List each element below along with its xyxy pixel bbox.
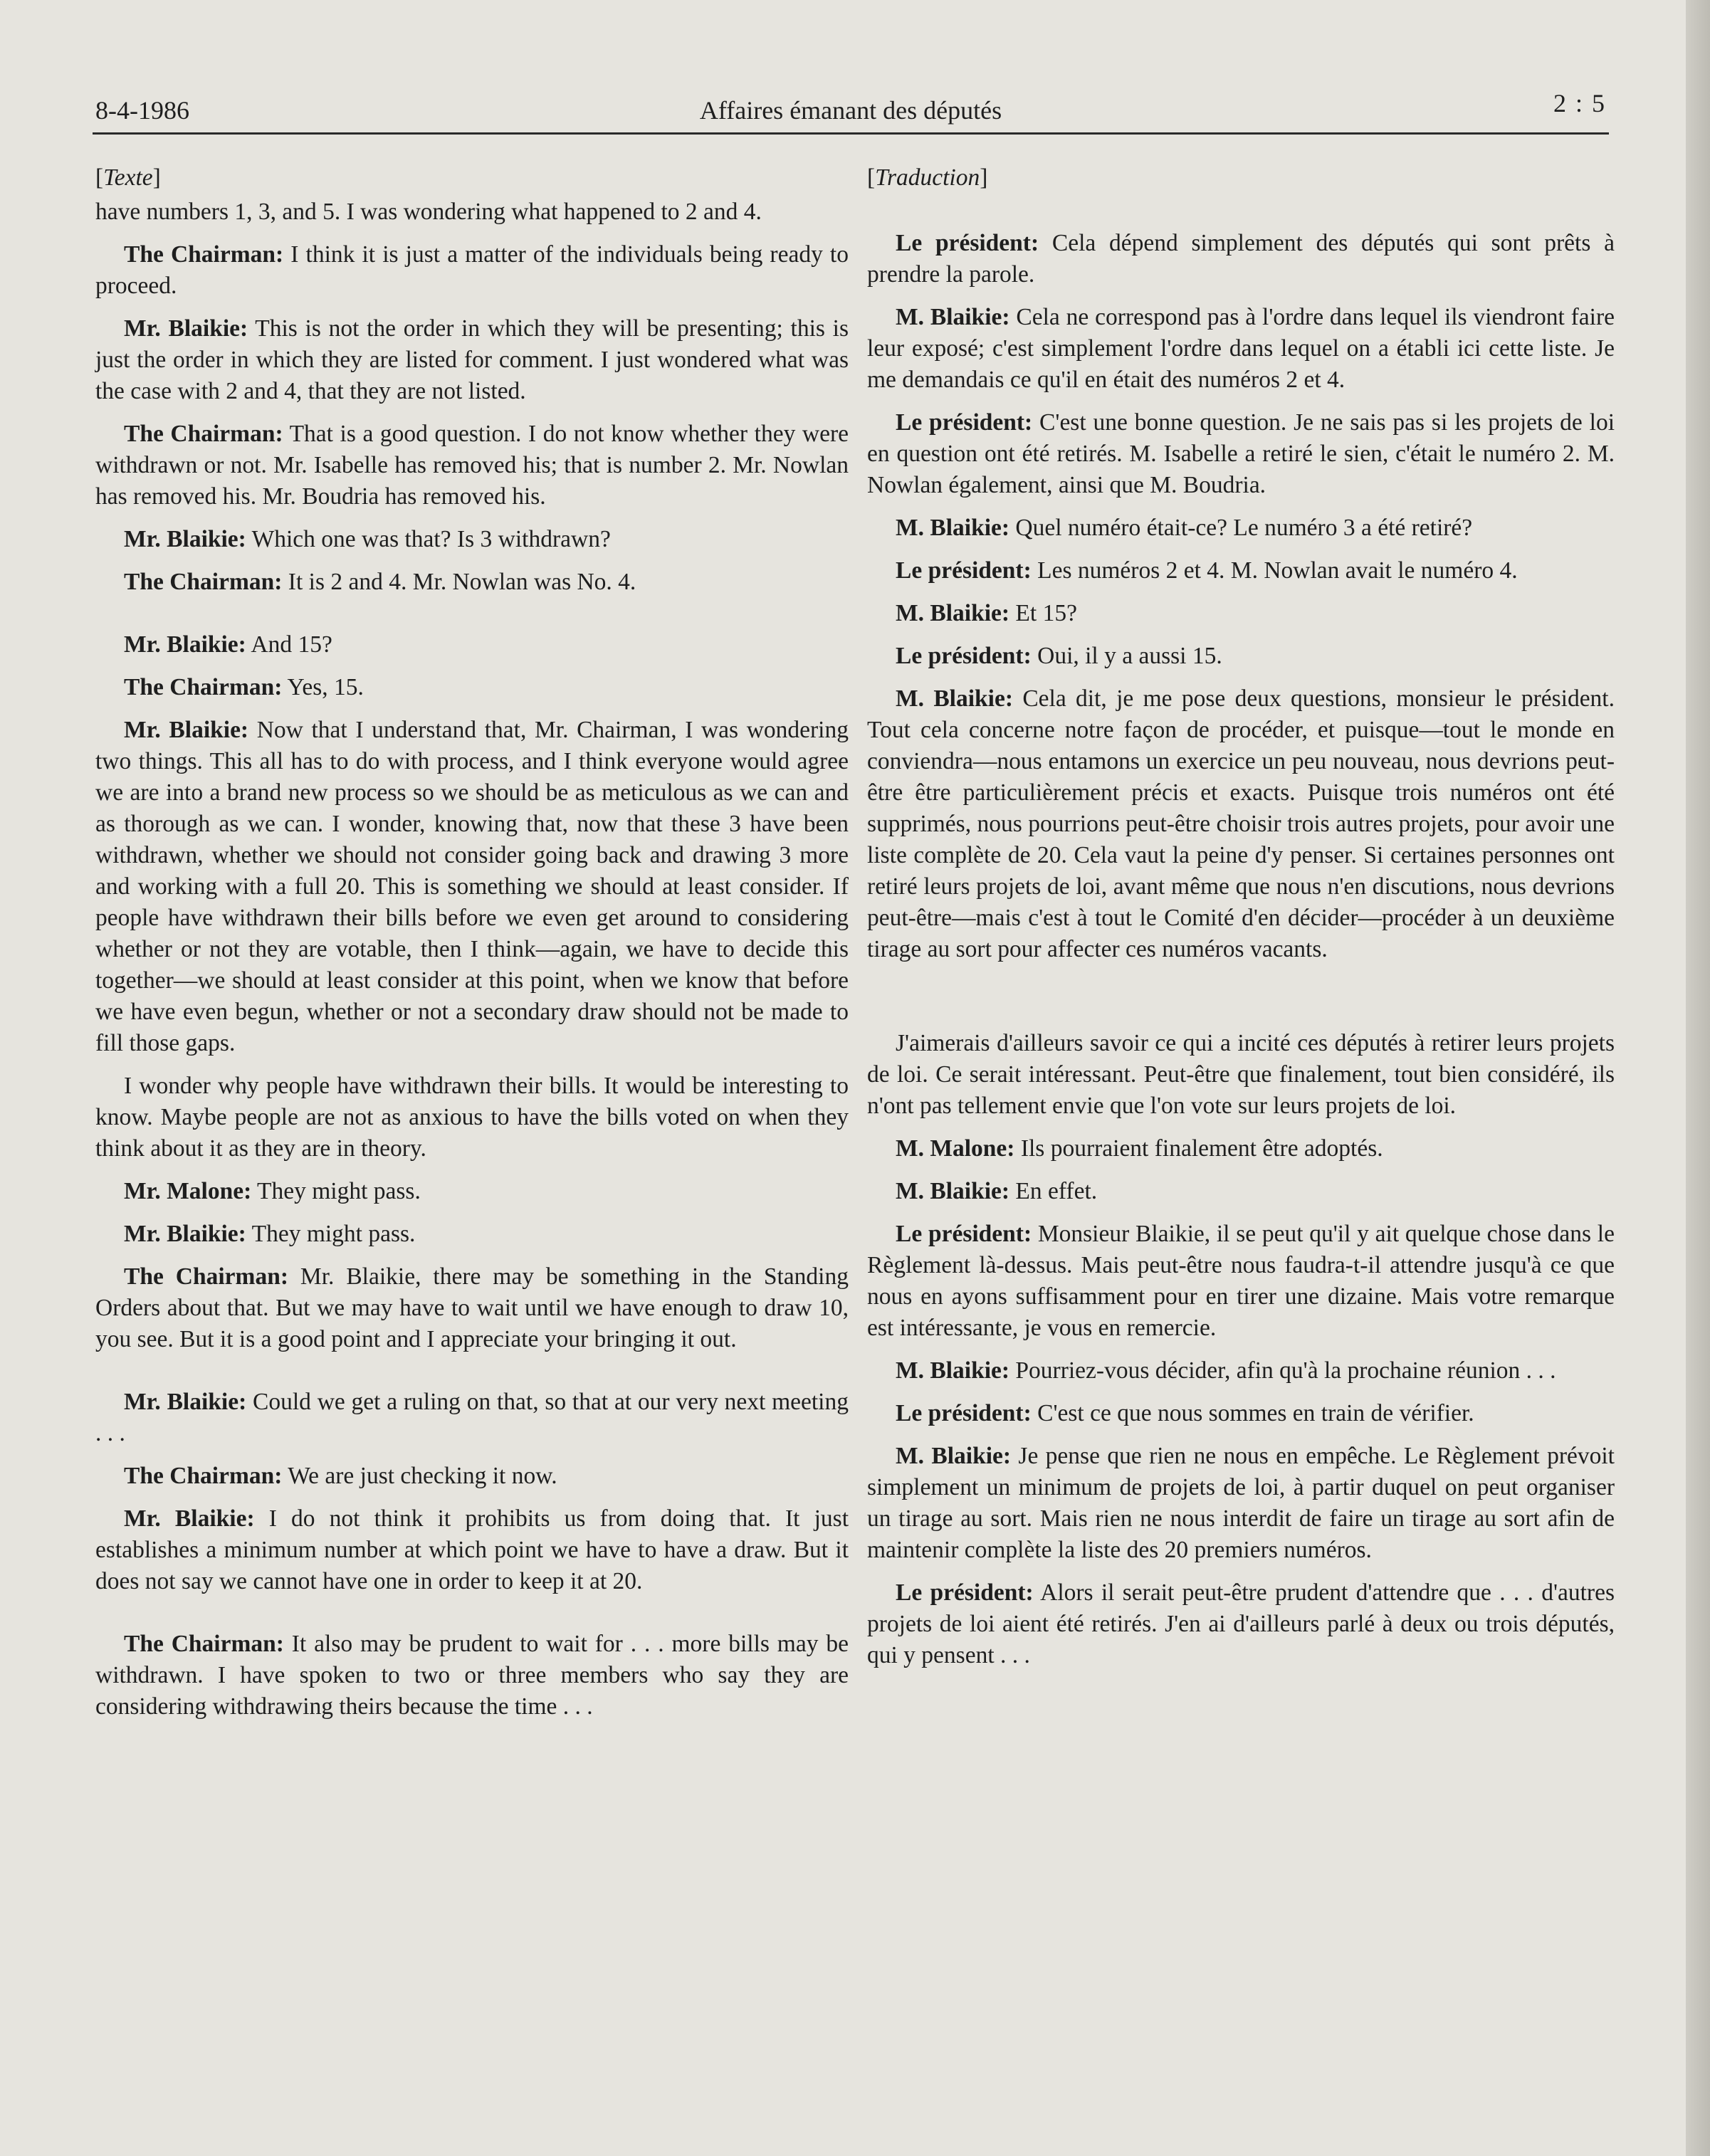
paragraph: Mr. Blaikie: Could we get a ruling on that, so that at our very next meeting . . . [95,1389,849,1446]
paragraph: Le président: Cela dépend simplement des députés qui sont prêts à prendre la parole. [867,230,1615,288]
paragraph: Mr. Blaikie: This is not the order in which they will be presenting; this is just the order in which they are listed for comment. I just wondered what was the case with 2 and 4, that they are not listed. [95,315,849,404]
paragraph: have numbers 1, 3, and 5. I was wondering what happened to 2 and 4. [95,199,762,225]
paragraph: The Chairman: Mr. Blaikie, there may be something in the Standing Orders about that. But we may have to wait until we have enough to draw 10, you see. But it is a good point and I appreciate your bringing it out. [95,1263,849,1352]
paragraph: The Chairman: Yes, 15. [124,674,364,700]
speaker-name: The Chairman: [124,569,283,595]
paragraph: Le président: C'est une bonne question. Je ne sais pas si les projets de loi en question ont été retirés. M. Isabelle a retiré le sien, c'était le numéro 2. M. Nowlan également, ainsi que M. Boudria. [867,409,1615,498]
paragraph: Le président: C'est ce que nous sommes en train de vérifier. [896,1400,1474,1426]
paragraph: Mr. Blaikie: I do not think it prohibits us from doing that. It just establishes a minimum number at which point we have to have a draw. But it does not say we cannot have one in order to keep it at 20. [95,1505,849,1594]
page-edge [1686,0,1710,2156]
english-column [95,162,849,1734]
speaker-name: M. Blaikie: [896,515,1010,541]
language-label: [Texte] [95,164,161,191]
paragraph: J'aimerais d'ailleurs savoir ce qui a incité ces députés à retirer leurs projets de loi. Ce serait intéressant. Peut-être que finalement, tout bien considéré, ils n'ont pas tellement envie que l'on vote sur leurs projets de loi. [867,1030,1615,1119]
speaker-name: Le président: [896,1221,1032,1247]
header-title: Affaires émanant des députés [699,96,1002,125]
paragraph: The Chairman: It is 2 and 4. Mr. Nowlan was No. 4. [124,569,636,595]
paragraph: M. Blaikie: En effet. [896,1178,1098,1204]
paragraph: The Chairman: It also may be prudent to wait for . . . more bills may be withdrawn. I have spoken to two or three members who say they are considering withdrawing theirs because the time . . . [95,1631,849,1720]
paragraph: Le président: Les numéros 2 et 4. M. Nowlan avait le numéro 4. [896,557,1518,584]
speaker-name: Mr. Blaikie: [124,526,246,552]
paragraph: The Chairman: That is a good question. I do not know whether they were withdrawn or not. Mr. Isabelle has removed his; that is number 2. Mr. Nowlan has removed his. Mr. Boudria has removed his. [95,421,849,510]
speaker-name: The Chairman: [124,674,283,700]
speaker-name: The Chairman: [124,421,283,447]
paragraph: M. Blaikie: Pourriez-vous décider, afin qu'à la prochaine réunion . . . [896,1357,1556,1384]
paragraph: I wonder why people have withdrawn their bills. It would be interesting to know. Maybe people are not as anxious to have the bills voted on when they think about it as they are in theory. [95,1073,849,1162]
speaker-name: The Chairman: [124,1263,288,1290]
speaker-name: Le président: [896,643,1032,669]
paragraph: Le président: Monsieur Blaikie, il se peut qu'il y ait quelque chose dans le Règlement là-dessus. Mais peut-être nous faudra-t-il attendre jusqu'à ce que nous en ayons suffisamment pour en tirer une dizaine. Mais votre remarque est intéressante, je vous en remercie. [867,1221,1615,1341]
language-label: [Traduction] [867,164,988,191]
paragraph: M. Malone: Ils pourraient finalement être adoptés. [896,1135,1383,1162]
paragraph: M. Blaikie: Cela ne correspond pas à l'ordre dans lequel ils viendront faire leur exposé; c'est simplement l'ordre dans lequel on a établi ici cette liste. Je me demandais ce qu'il en était des numéros 2 et 4. [867,304,1615,393]
paragraph: Le président: Oui, il y a aussi 15. [896,643,1222,669]
paragraph: The Chairman: We are just checking it now. [124,1463,557,1489]
speaker-name: M. Malone: [896,1135,1015,1162]
paragraph: M. Blaikie: Et 15? [896,600,1077,626]
header-date: 8-4-1986 [95,96,189,125]
speaker-name: The Chairman: [124,1463,283,1489]
speaker-name: Mr. Blaikie: [124,1389,247,1415]
speaker-name: Le président: [896,1400,1032,1426]
paragraph: Mr. Blaikie: And 15? [124,631,332,658]
header-page-number: 2 : 5 [1553,89,1606,117]
paragraph: Mr. Blaikie: Which one was that? Is 3 withdrawn? [124,526,611,552]
speaker-name: M. Blaikie: [896,304,1010,330]
speaker-name: Le président: [896,1579,1034,1606]
paragraph: M. Blaikie: Je pense que rien ne nous en empêche. Le Règlement prévoit simplement un minimum de projets de loi, à partir duquel on peut organiser un tirage au sort. Mais rien ne nous interdit de faire un tirage au sort afin de maintenir complète la liste des 20 premiers numéros. [867,1443,1615,1563]
paragraph: M. Blaikie: Cela dit, je me pose deux questions, monsieur le président. Tout cela concerne notre façon de procéder, et puisque—tout le monde en conviendra—nous entamons un exercice un peu nouveau, nous devrions peut-être être particulièrement précis et exacts. Puisque trois numéros ont été supprimés, nous pourrions peut-être choisir trois autres projets, pour avoir une liste complète de 20. Cela vaut la peine d'y penser. Si certaines personnes ont retiré leurs projets de loi, avant même que nous n'en discutions, nous devrions peut-être—mais c'est à tout le Comité d'en décider—procéder à un deuxième tirage au sort pour affecter ces numéros vacants. [867,685,1615,962]
speaker-name: M. Blaikie: [896,600,1010,626]
speaker-name: Mr. Blaikie: [124,315,248,342]
speaker-name: The Chairman: [124,241,284,268]
speaker-name: M. Blaikie: [896,685,1013,712]
speaker-name: Le président: [896,230,1039,256]
paragraph: The Chairman: I think it is just a matter of the individuals being ready to proceed. [95,241,849,299]
paragraph: Mr. Blaikie: They might pass. [124,1221,416,1247]
speaker-name: Mr. Blaikie: [124,1221,246,1247]
speaker-name: The Chairman: [124,1631,284,1657]
paragraph: M. Blaikie: Quel numéro était-ce? Le numéro 3 a été retiré? [896,515,1473,541]
running-header [93,83,1609,135]
paragraph: Le président: Alors il serait peut-être prudent d'attendre que . . . d'autres projets de loi aient été retirés. J'en ai d'ailleurs parlé à deux ou trois députés, qui y pensent . . . [867,1579,1615,1668]
speaker-name: Le président: [896,557,1032,584]
paragraph: Mr. Malone: They might pass. [124,1178,421,1204]
speaker-name: Mr. Blaikie: [124,717,249,743]
speaker-name: M. Blaikie: [896,1178,1010,1204]
speaker-name: Mr. Malone: [124,1178,252,1204]
speaker-name: Mr. Blaikie: [124,631,246,658]
speaker-name: M. Blaikie: [896,1357,1010,1384]
speaker-name: M. Blaikie: [896,1443,1012,1469]
speaker-name: Le président: [896,409,1033,436]
paragraph: Mr. Blaikie: Now that I understand that, Mr. Chairman, I was wondering two things. This all has to do with process, and I think everyone would agree we are into a brand new process so we should be as meticulous as we can and as thorough as we can. I wonder, knowing that, now that these 3 have been withdrawn, whether we should not consider going back and drawing 3 more and working with a full 20. This is something we should at least consider. If people have withdrawn their bills before we even get around to considering whether or not they are votable, then I think—again, we have to decide this together—we should at least consider at this point, when we know that before we have even begun, whether or not a secondary draw should not be made to fill those gaps. [95,717,849,1056]
speaker-name: Mr. Blaikie: [124,1505,255,1532]
french-column [867,162,1615,1683]
